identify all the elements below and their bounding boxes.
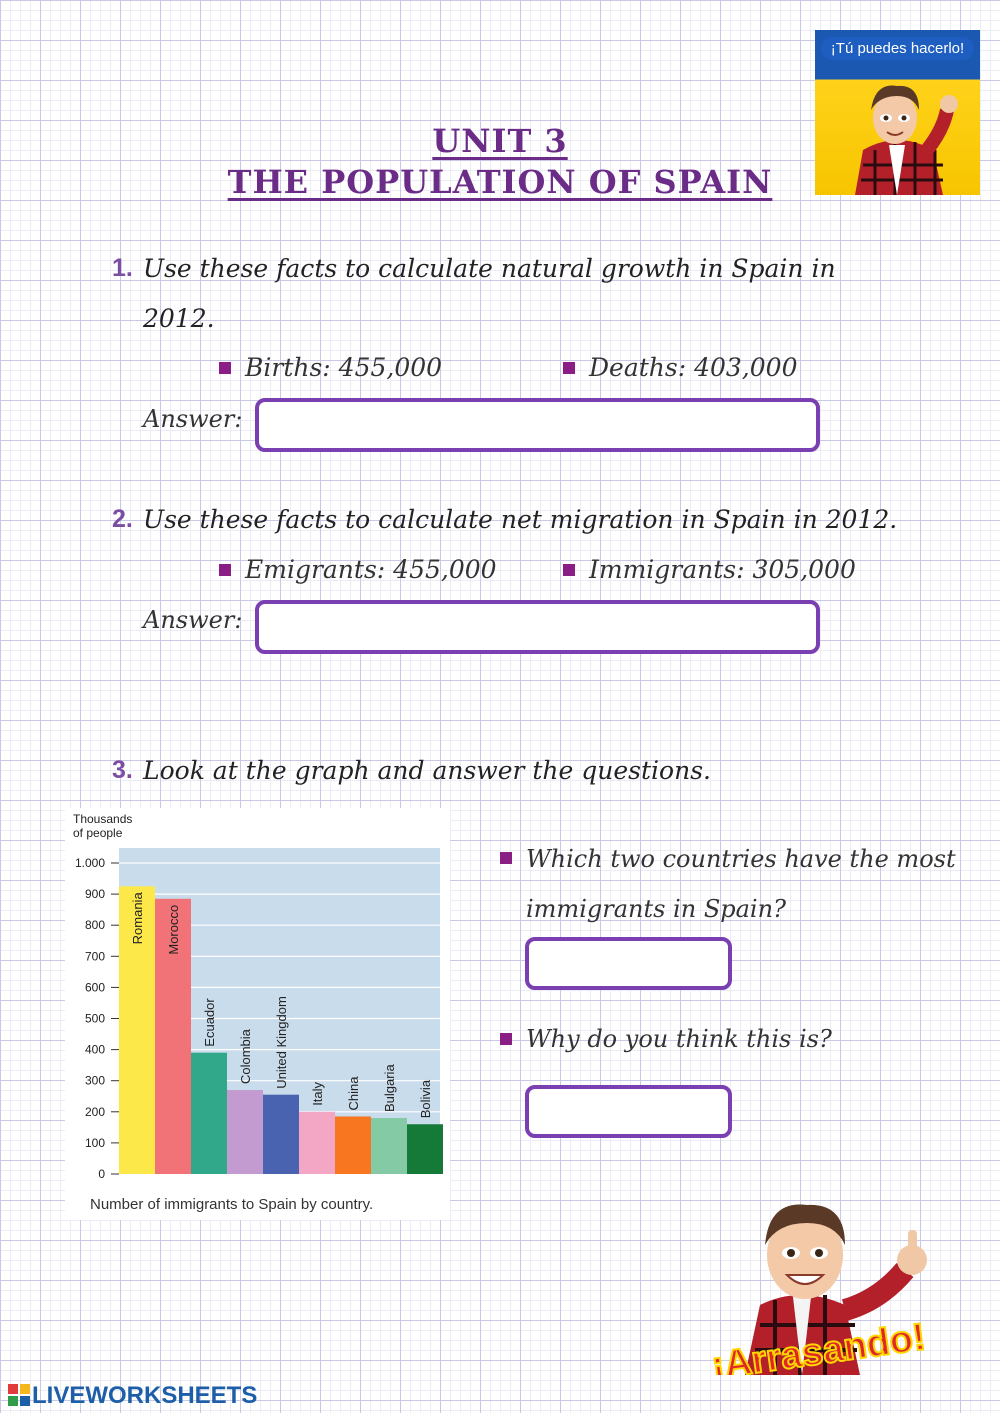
bullet-icon: [563, 362, 575, 374]
bar-ecuador: [191, 1053, 227, 1174]
answer-label: Answer:: [143, 606, 243, 634]
mascot-illustration: [705, 1175, 945, 1375]
immigrants-chart: [65, 808, 450, 1220]
y-tick-label: 0: [98, 1167, 105, 1181]
y-tick-label: 500: [84, 1011, 105, 1026]
question-3-number: 3.: [112, 756, 133, 784]
emigrants-fact: Emigrants: 455,000: [245, 555, 497, 584]
bullet-icon: [500, 852, 512, 864]
question-2-text: Use these facts to calculate net migration in Spain in 2012.: [143, 505, 898, 534]
y-tick-label: 900: [84, 887, 105, 902]
subquestion-1-text-cont: immigrants in Spain?: [526, 895, 786, 923]
bar-united-kingdom: [263, 1095, 299, 1174]
question-1-text: Use these facts to calculate natural growth in Spain in: [143, 254, 836, 283]
y-tick-label: 300: [84, 1073, 105, 1088]
footer-brand-text: LIVEWORKSHEETS: [32, 1382, 258, 1409]
question-2-number: 2.: [112, 505, 133, 533]
immigrants-fact: Immigrants: 305,000: [589, 555, 856, 584]
answer-3b-input[interactable]: [525, 1085, 732, 1138]
answer-1-input[interactable]: [255, 398, 820, 452]
question-3-text: Look at the graph and answer the questions.: [143, 756, 711, 785]
question-1-text-cont: 2012.: [143, 304, 215, 333]
mascot-image: [705, 1175, 945, 1375]
unit-title: UNIT 3: [432, 122, 568, 160]
bar-label: Colombia: [238, 1029, 253, 1085]
liveworksheets-logo-icon: [8, 1384, 30, 1406]
bar-label: Romania: [130, 892, 145, 945]
y-tick-label: 600: [84, 980, 105, 995]
bar-bulgaria: [371, 1118, 407, 1174]
answer-3a-input[interactable]: [525, 937, 732, 990]
y-tick-label: 100: [84, 1135, 105, 1150]
y-tick-label: 700: [84, 949, 105, 964]
y-tick-label: 200: [84, 1104, 105, 1119]
subquestion-1-text: Which two countries have the most: [526, 845, 956, 873]
births-fact: Births: 455,000: [245, 353, 443, 382]
y-tick-label: 400: [84, 1042, 105, 1057]
encouragement-badge: [815, 30, 980, 195]
bar-italy: [299, 1112, 335, 1174]
bar-colombia: [227, 1090, 263, 1174]
bullet-icon: [219, 564, 231, 576]
bullet-icon: [219, 362, 231, 374]
mascot-slogan: ¡Arrasando!: [709, 1316, 929, 1375]
bar-label: United Kingdom: [274, 996, 289, 1089]
subquestion-2-text: Why do you think this is?: [526, 1025, 832, 1053]
bar-label: Bulgaria: [382, 1064, 397, 1113]
bar-chart: [65, 808, 450, 1220]
bar-label: Italy: [310, 1081, 325, 1106]
badge-text: ¡Tú puedes hacerlo!: [821, 37, 974, 60]
footer-brand: [8, 1382, 257, 1410]
answer-2-input[interactable]: [255, 600, 820, 654]
chart-caption: Number of immigrants to Spain by country.: [90, 1196, 374, 1213]
y-tick-label: 800: [84, 918, 105, 933]
bar-china: [335, 1116, 371, 1174]
page-title: THE POPULATION OF SPAIN: [227, 163, 773, 201]
question-1-number: 1.: [112, 254, 133, 282]
avatar-icon: [815, 30, 980, 195]
bar-bolivia: [407, 1124, 443, 1174]
bar-label: Ecuador: [202, 998, 217, 1047]
bullet-icon: [500, 1033, 512, 1045]
y-axis-label-line1: Thousands: [73, 812, 133, 826]
bar-label: Bolivia: [418, 1079, 433, 1119]
deaths-fact: Deaths: 403,000: [589, 353, 798, 382]
answer-label: Answer:: [143, 405, 243, 433]
y-axis-label-line2: of people: [73, 826, 123, 840]
bullet-icon: [563, 564, 575, 576]
y-tick-label: 1.000: [74, 856, 105, 870]
bar-label: Morocco: [166, 904, 181, 955]
bar-label: China: [346, 1076, 361, 1111]
